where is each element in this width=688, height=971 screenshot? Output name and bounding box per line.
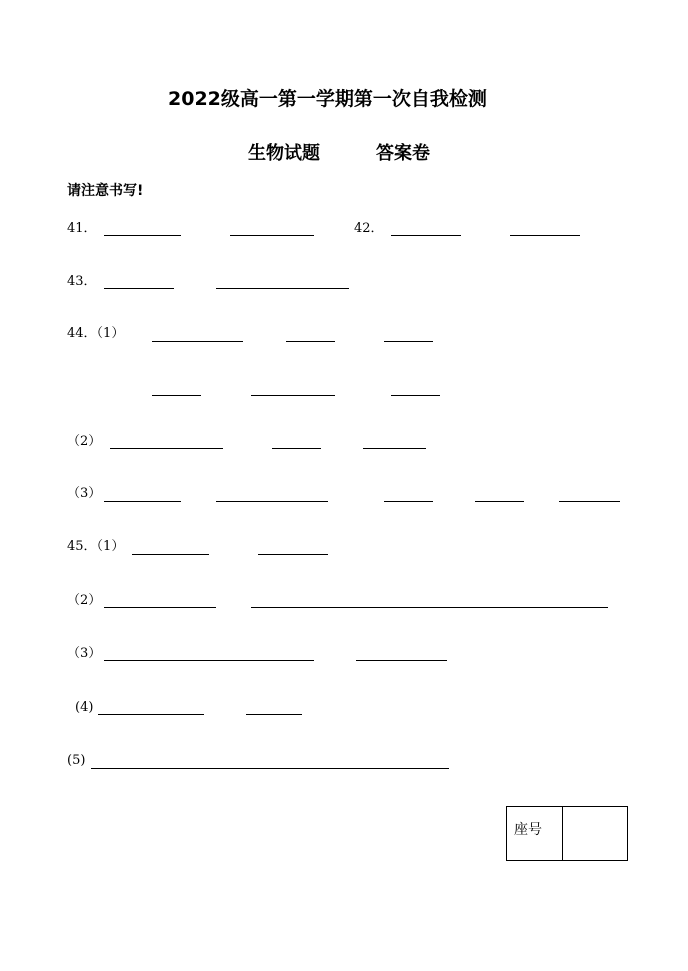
question-44-1-label: 44．（1） [67, 326, 125, 341]
answer-blank-44-2-3[interactable] [363, 448, 426, 449]
answer-blank-43-1[interactable] [104, 288, 174, 289]
answer-blank-43-2[interactable] [216, 288, 349, 289]
question-45-5-label: (5) [67, 753, 86, 768]
question-41-label: 41． [67, 221, 97, 236]
answer-blank-42-2[interactable] [510, 235, 580, 236]
answer-blank-44-3-5[interactable] [559, 501, 620, 502]
answer-blank-44-1-1[interactable] [152, 341, 243, 342]
answer-blank-45-3-1[interactable] [104, 660, 314, 661]
answer-blank-45-5-1[interactable] [91, 768, 449, 769]
answer-blank-44-3-4[interactable] [475, 501, 524, 502]
answer-blank-44-2-2[interactable] [272, 448, 321, 449]
answer-blank-44-2-1[interactable] [110, 448, 223, 449]
paper-type-title: 答案卷 [376, 143, 430, 164]
answer-blank-45-1-2[interactable] [258, 554, 328, 555]
question-45-4-label: (4) [75, 700, 94, 715]
answer-blank-44-1-6[interactable] [391, 395, 440, 396]
answer-blank-44-1-2[interactable] [286, 341, 335, 342]
subject-title: 生物试题 [248, 143, 320, 164]
seat-number-box [506, 806, 628, 861]
answer-blank-45-4-1[interactable] [98, 714, 204, 715]
answer-blank-44-3-2[interactable] [216, 501, 328, 502]
seat-number-label: 座号 [514, 822, 542, 838]
answer-blank-44-3-1[interactable] [104, 501, 181, 502]
exam-title: 2022级高一第一学期第一次自我检测 [168, 88, 487, 110]
question-44-2-label: （2） [67, 434, 102, 449]
answer-blank-45-2-2[interactable] [251, 607, 608, 608]
question-42-label: 42． [354, 221, 384, 236]
seat-number-field[interactable] [563, 807, 627, 860]
answer-blank-41-2[interactable] [230, 235, 314, 236]
answer-blank-44-1-5[interactable] [251, 395, 335, 396]
answer-blank-45-2-1[interactable] [104, 607, 216, 608]
answer-blank-44-3-3[interactable] [384, 501, 433, 502]
answer-blank-45-3-2[interactable] [356, 660, 447, 661]
answer-blank-44-1-3[interactable] [384, 341, 433, 342]
question-45-1-label: 45．（1） [67, 539, 125, 554]
answer-blank-45-1-1[interactable] [132, 554, 209, 555]
question-45-2-label: （2） [67, 593, 102, 608]
writing-note: 请注意书写! [67, 183, 144, 199]
answer-blank-45-4-2[interactable] [246, 714, 302, 715]
question-44-3-label: （3） [67, 486, 102, 501]
answer-blank-44-1-4[interactable] [152, 395, 201, 396]
answer-blank-42-1[interactable] [391, 235, 461, 236]
question-45-3-label: （3） [67, 646, 102, 661]
question-43-label: 43． [67, 274, 97, 289]
answer-blank-41-1[interactable] [104, 235, 181, 236]
